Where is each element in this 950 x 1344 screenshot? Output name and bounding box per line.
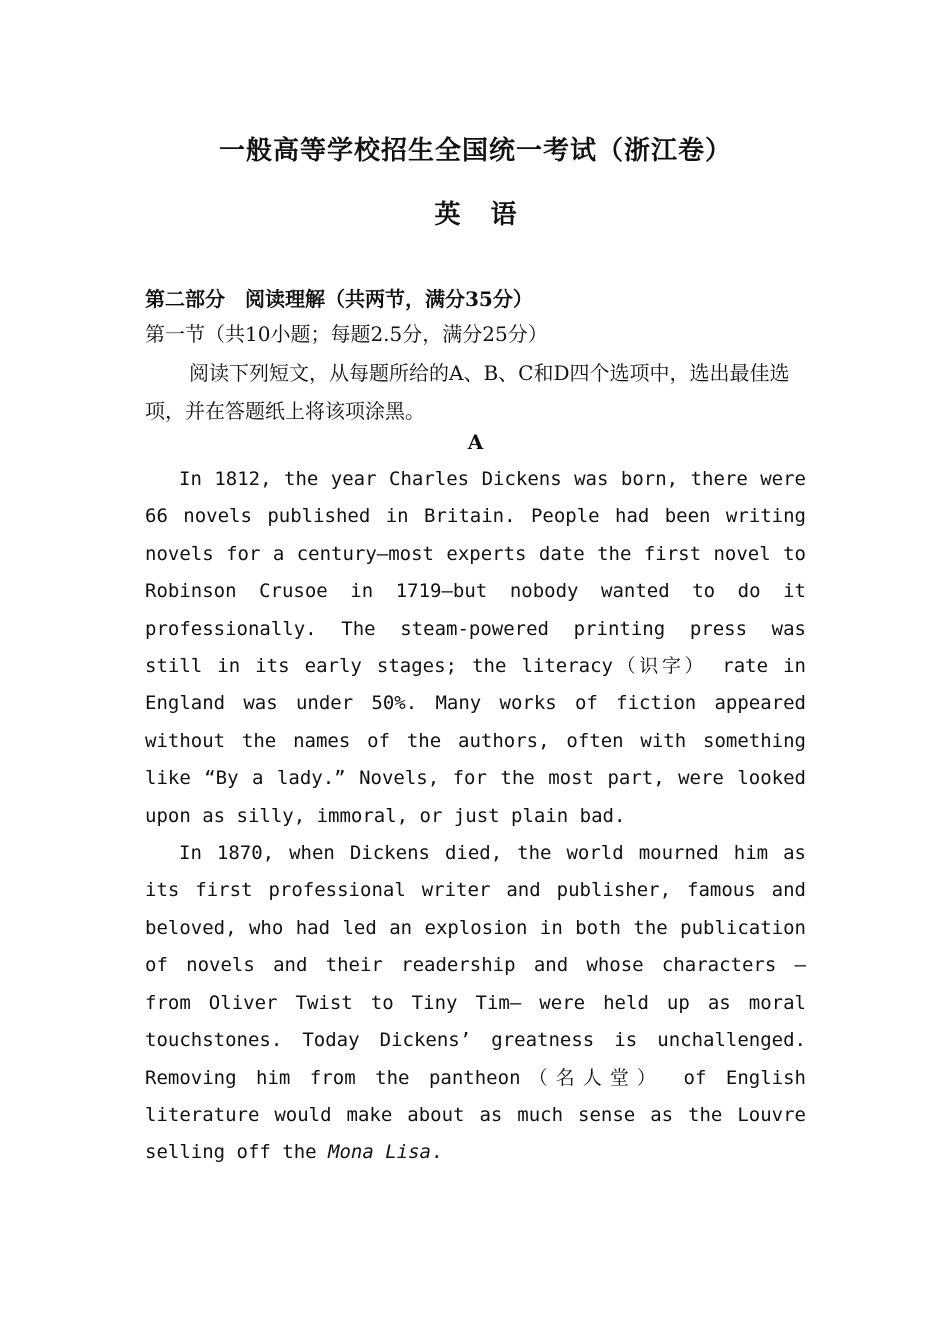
part-heading: 第二部分 阅读理解（共两节，满分35分） <box>145 287 533 311</box>
passage-body <box>145 461 806 1172</box>
section-instructions: 阅读下列短文，从每题所给的A、B、C和D四个选项中，选出最佳选项，并在答题纸上将该项涂黑。 <box>145 361 790 423</box>
exam-title: 一般高等学校招生全国统一考试（浙江卷） <box>218 136 732 166</box>
passage-label: A <box>467 430 484 454</box>
paragraph-2-end: . <box>430 1141 443 1164</box>
passage-paragraph-2 <box>145 835 806 1172</box>
paragraph-2-text: In 1870, when Dickens died, the world mourned him as its first professional writer and publisher, famous and beloved, who had led an explosion in both the publication of novels and their readership and whose characters — from Oliver Twist to Tiny Tim— were held up as moral touchstones. Today Dickens’ greatness is unchallenged. Removing him from the pantheon（名人堂） of English literature would make about as much sense as the Louvre selling off the <box>145 842 806 1164</box>
artwork-title: Mona Lisa <box>328 1141 431 1164</box>
section-heading: 第一节（共10小题；每题2.5分，满分25分） <box>145 322 548 346</box>
passage-paragraph-1: In 1812, the year Charles Dickens was born, there were 66 novels published in Britain. People had been writing novels for a century—most experts date the first novel to Robinson Crusoe in 1719—but nobody wanted to do it professionally. The steam-powered printing press was still in its early stages; the literacy（识字） rate in England was under 50%. Many works of fiction appeared without the names of the authors, often with something like “By a lady.” Novels, for the most part, were looked upon as silly, immoral, or just plain bad. <box>145 468 806 827</box>
exam-subject: 英语 <box>434 200 547 230</box>
